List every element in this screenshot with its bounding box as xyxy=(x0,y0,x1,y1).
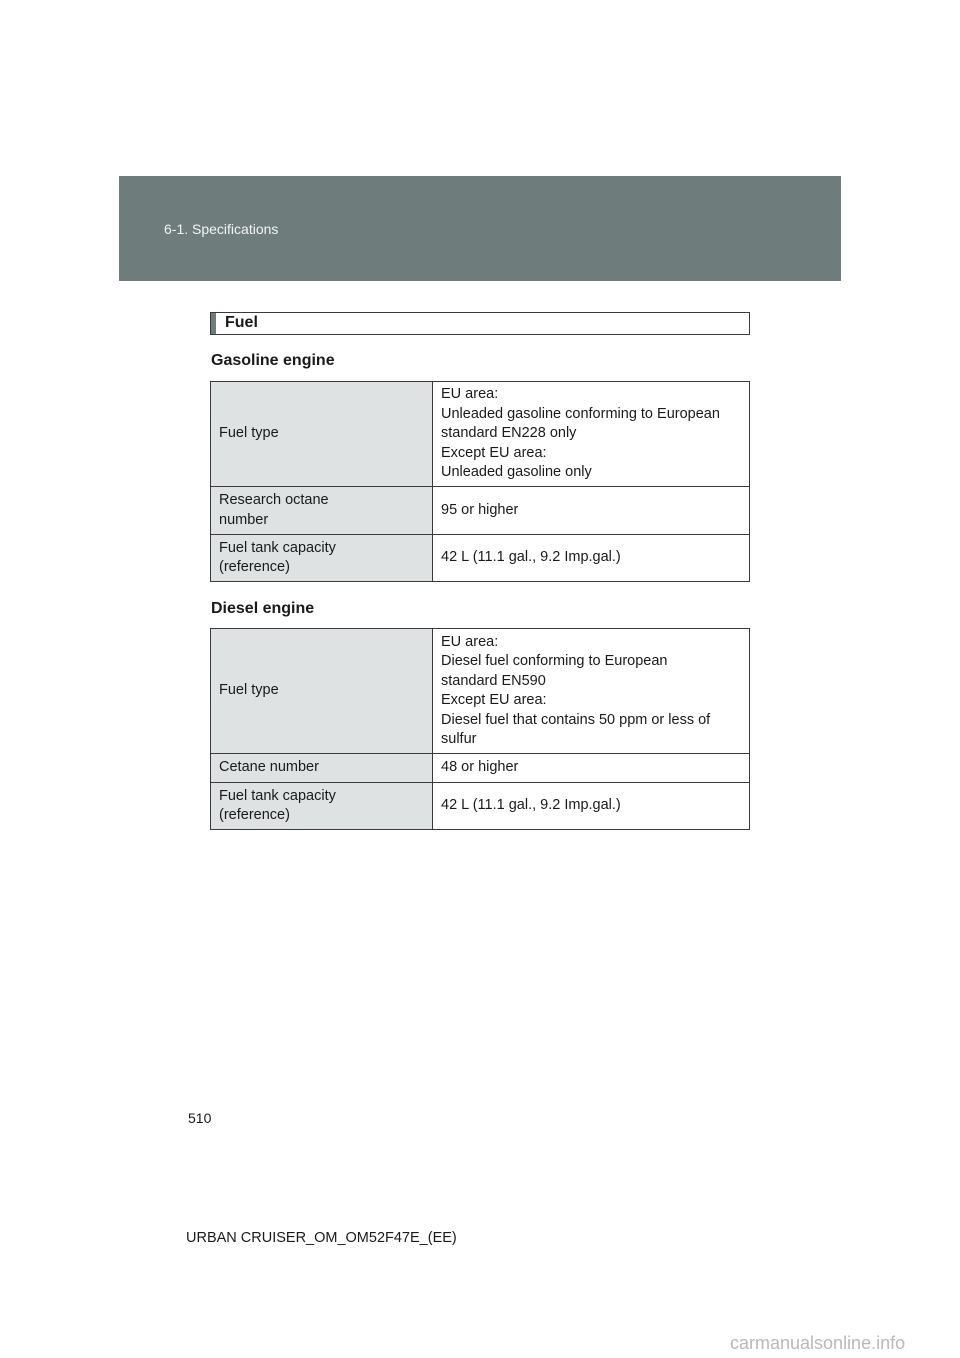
value-line: Unleaded gasoline only xyxy=(441,464,592,481)
table-row xyxy=(211,487,750,535)
table-row xyxy=(211,535,750,582)
label-line: Fuel tank capacity xyxy=(219,539,336,556)
watermark: carmanualsonline.info xyxy=(730,1333,906,1353)
gasoline-spec-table xyxy=(210,381,750,582)
label-line: number xyxy=(219,511,269,528)
page-number: 510 xyxy=(188,1110,212,1126)
document-code: URBAN CRUISER_OM_OM52F47E_(EE) xyxy=(186,1230,457,1246)
value-line: sulfur xyxy=(441,731,477,747)
table-row xyxy=(211,783,750,830)
diesel-spec-table xyxy=(210,628,750,830)
row-value xyxy=(433,783,750,830)
section-label: 6-1. Specifications xyxy=(164,221,279,237)
value-line: Diesel fuel that contains 50 ppm or less of xyxy=(441,711,711,728)
section-title-bar xyxy=(210,312,750,335)
label-line: Cetane number xyxy=(219,759,319,776)
value-line: 42 L (11.1 gal., 9.2 Imp.gal.) xyxy=(441,797,621,814)
value-line: standard EN228 only xyxy=(441,425,577,442)
value-line: Unleaded gasoline conforming to European xyxy=(441,405,720,422)
table-row xyxy=(211,629,750,754)
value-line: EU area: xyxy=(441,386,499,403)
section-title: Fuel xyxy=(225,314,258,331)
row-value xyxy=(433,382,750,487)
label-line: Fuel tank capacity xyxy=(219,787,336,804)
value-line: standard EN590 xyxy=(441,672,546,689)
gasoline-heading: Gasoline engine xyxy=(211,352,335,369)
row-value xyxy=(433,535,750,582)
value-line: Except EU area: xyxy=(441,444,547,461)
label-line: (reference) xyxy=(219,807,290,823)
row-label xyxy=(211,487,433,535)
label-line: (reference) xyxy=(219,559,290,575)
value-line: EU area: xyxy=(441,633,499,650)
row-label xyxy=(211,382,433,487)
table-row xyxy=(211,754,750,783)
value-line: Except EU area: xyxy=(441,692,547,708)
label-line: Research octane xyxy=(219,492,329,508)
value-line: 48 or higher xyxy=(441,759,519,776)
value-line: Diesel fuel conforming to European xyxy=(441,653,668,669)
row-value xyxy=(433,754,750,783)
row-label xyxy=(211,535,433,582)
table-row xyxy=(211,382,750,487)
row-label xyxy=(211,783,433,830)
row-value xyxy=(433,629,750,754)
value-line: 95 or higher xyxy=(441,501,519,518)
diesel-heading: Diesel engine xyxy=(211,600,315,617)
row-value xyxy=(433,487,750,535)
label-line: Fuel type xyxy=(219,682,279,699)
label-line: Fuel type xyxy=(219,425,279,442)
value-line: 42 L (11.1 gal., 9.2 Imp.gal.) xyxy=(441,549,621,566)
row-label xyxy=(211,754,433,783)
title-accent xyxy=(211,313,216,334)
row-label xyxy=(211,629,433,754)
